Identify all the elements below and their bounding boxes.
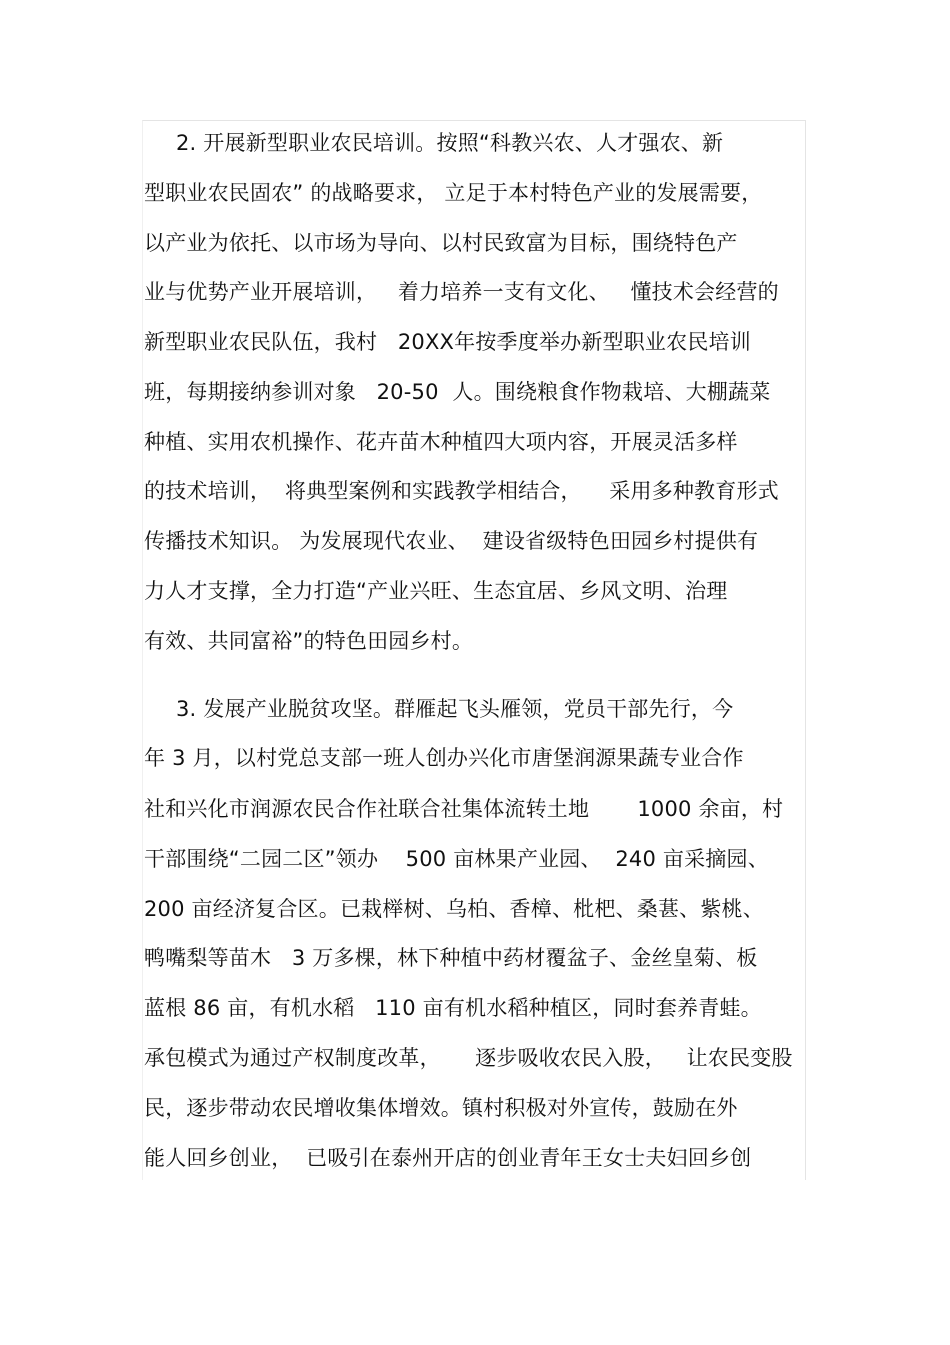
text-line: 2. 开展新型职业农民培训。按照“科教兴农、人才强农、新 [176,131,724,155]
text-line: 3. 发展产业脱贫攻坚。群雁起飞头雁领，党员干部先行，今 [176,697,734,721]
text-line: 传播技术知识。 为发展现代农业、 建设省级特色田园乡村提供有 [144,529,759,553]
text-line: 型职业农民固农” 的战略要求， 立足于本村特色产业的发展需要， [144,181,763,205]
text-line: 200 亩经济复合区。已栽榉树、乌柏、香樟、枇杷、桑葚、紫桃、 [144,897,764,921]
text-line: 社和兴化市润源农民合作社联合社集体流转土地 1000 余亩，村 [144,797,784,821]
text-line: 干部围绕“二园二区”领办 500 亩林果产业园、 240 亩采摘园、 [144,847,769,871]
text-line: 新型职业农民队伍，我村 20XX年按季度举办新型职业农民培训 [144,330,751,354]
text-line: 能人回乡创业， 已吸引在泰州开店的创业青年王女士夫妇回乡创 [144,1146,752,1170]
text-line: 蓝根 86 亩，有机水稻 110 亩有机水稻种植区，同时套养青蛙。 [144,996,762,1020]
text-line: 的技术培训， 将典型案例和实践教学相结合， 采用多种教育形式 [144,479,779,503]
text-line: 有效、共同富裕”的特色田园乡村。 [144,629,474,653]
text-line: 力人才支撑，全力打造“产业兴旺、生态宜居、乡风文明、治理 [144,579,728,603]
text-line: 承包模式为通过产权制度改革， 逐步吸收农民入股， 让农民变股 [144,1046,793,1070]
text-line: 民，逐步带动农民增收集体增效。镇村积极对外宣传，鼓励在外 [144,1096,738,1120]
text-line: 以产业为依托、以市场为导向、以村民致富为目标，围绕特色产 [144,231,738,255]
text-line: 种植、实用农机操作、花卉苗木种植四大项内容，开展灵活多样 [144,430,738,454]
text-line: 业与优势产业开展培训， 着力培养一支有文化、 懂技术会经营的 [144,280,779,304]
text-line: 鸭嘴梨等苗木 3 万多棵，林下种植中药材覆盆子、金丝皇菊、板 [144,946,758,970]
text-line: 年 3 月，以村党总支部一班人创办兴化市唐堡润源果蔬专业合作 [144,746,744,770]
text-line: 班，每期接纳参训对象 20-50 人。围绕粮食作物栽培、大棚蔬菜 [144,380,771,404]
